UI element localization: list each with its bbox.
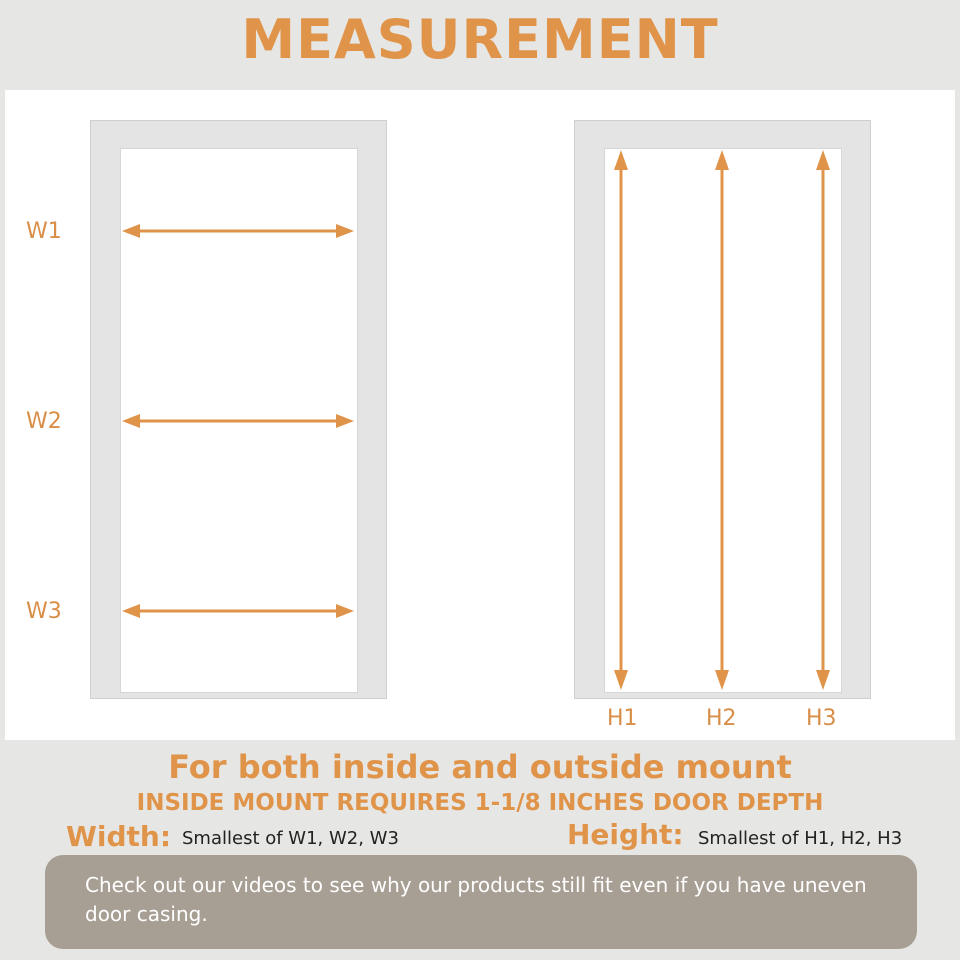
height-label: Height:	[567, 818, 684, 851]
video-note-box	[45, 855, 917, 949]
w3-label: W3	[26, 599, 62, 624]
h1-label: H1	[607, 706, 638, 731]
h3-arrow	[816, 150, 830, 690]
h1-arrow	[614, 150, 628, 690]
h3-label: H3	[806, 706, 837, 731]
w3-arrow	[122, 604, 354, 618]
page-title: MEASUREMENT	[241, 8, 719, 71]
h2-label: H2	[706, 706, 737, 731]
w2-label: W2	[26, 409, 62, 434]
w2-arrow	[122, 414, 354, 428]
h2-arrow	[715, 150, 729, 690]
mount-subtitle: For both inside and outside mount	[168, 748, 792, 786]
w1-arrow	[122, 224, 354, 238]
width-label: Width:	[66, 820, 172, 853]
depth-requirement: INSIDE MOUNT REQUIRES 1-1/8 INCHES DOOR DEPTH	[136, 790, 824, 816]
width-value: Smallest of W1, W2, W3	[182, 828, 399, 849]
video-note-text: Check out our videos to see why our products still fit even if you have uneven door casing.	[85, 873, 867, 926]
height-value: Smallest of H1, H2, H3	[698, 828, 903, 849]
w1-label: W1	[26, 219, 62, 244]
